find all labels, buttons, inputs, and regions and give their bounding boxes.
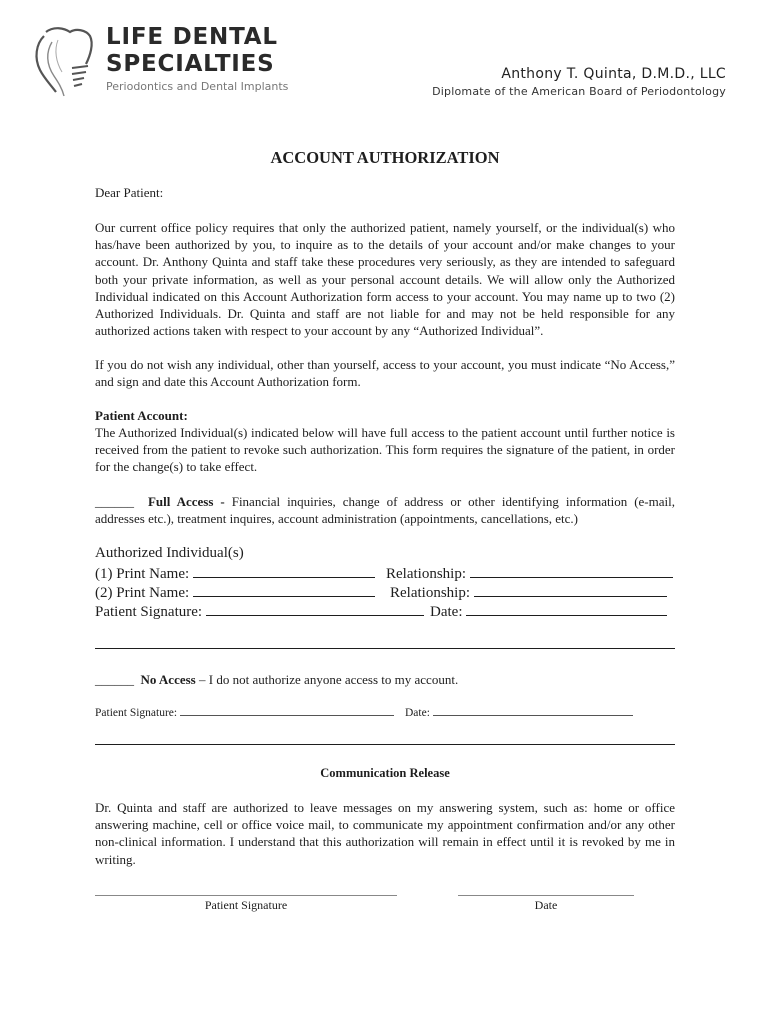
communication-date-line[interactable] bbox=[458, 895, 634, 896]
logo-line-2: SPECIALTIES bbox=[106, 51, 275, 77]
patient-signature-label: Patient Signature: bbox=[95, 604, 203, 620]
full-access-description: Financial inquiries, change of address or other identifying information (e-mail, addresses etc.), treatment inquires, account administration (appointments, cancellations, etc.) bbox=[95, 494, 675, 527]
policy-paragraph: Our current office policy requires that only the authorized patient, namely yourself, or the individual(s) who has/have been authorized by you, to inquire as to the details of your account and/or make changes to your account. Dr. Anthony Quinta and staff take these procedures very seriously, as they are intended to safeguard both your private information, as well as your personal account details. We will allow only the Authorized Individual indicated on this Account Authorization form access to your account. You may name up to two (2) Authorized Individuals. Dr. Quinta and staff are not liable for and may not be held responsible for any authorized actions taken with respect to your account by any “Authorized Individual”. bbox=[95, 220, 675, 339]
communication-release-heading: Communication Release bbox=[320, 766, 450, 780]
date-field[interactable] bbox=[466, 602, 667, 616]
no-access-date-field[interactable] bbox=[433, 704, 633, 716]
no-access-signature-label: Patient Signature: bbox=[95, 707, 178, 719]
print-name-1-label: (1) Print Name: bbox=[95, 566, 190, 582]
authorized-individuals-heading: Authorized Individual(s) bbox=[95, 545, 244, 561]
full-access-label: Full Access - bbox=[147, 494, 225, 509]
tooth-logo-icon bbox=[28, 22, 98, 100]
relationship-1-field[interactable] bbox=[470, 564, 673, 578]
salutation: Dear Patient: bbox=[95, 185, 164, 200]
print-name-2-label: (2) Print Name: bbox=[95, 585, 190, 601]
no-access-signature-field[interactable] bbox=[180, 704, 394, 716]
communication-release-text: Dr. Quinta and staff are authorized to leave messages on my answering system, such as: home or office answering machine, cell or office voice mail, to communicate my appointment confirmation and/or any other non-clinical information. I understand that this authorization will remain in effect until it is revoked by me in writing. bbox=[95, 800, 675, 867]
no-access-option[interactable] bbox=[95, 671, 458, 688]
no-access-label: No Access bbox=[140, 672, 196, 687]
doctor-name: Anthony T. Quinta, D.M.D., LLC bbox=[501, 66, 726, 82]
print-name-2-field[interactable] bbox=[193, 583, 375, 597]
page-title: ACCOUNT AUTHORIZATION bbox=[270, 148, 500, 167]
section-divider bbox=[95, 744, 675, 745]
section-divider bbox=[95, 648, 675, 649]
doctor-credential: Diplomate of the American Board of Periodontology bbox=[432, 85, 726, 98]
communication-date-label: Date bbox=[534, 898, 558, 912]
logo-line-1: LIFE DENTAL bbox=[106, 24, 278, 50]
no-access-instruction: If you do not wish any individual, other than yourself, access to your account, you must indicate “No Access,” and sign and date this Account Authorization form. bbox=[95, 357, 675, 390]
full-access-checkbox-blank[interactable]: ______ bbox=[95, 494, 134, 509]
full-access-option[interactable] bbox=[95, 493, 675, 527]
no-access-date-label: Date: bbox=[405, 707, 430, 719]
patient-account-heading: Patient Account: bbox=[95, 408, 188, 423]
relationship-2-label: Relationship: bbox=[390, 585, 470, 601]
relationship-1-label: Relationship: bbox=[386, 566, 466, 582]
patient-account-text: The Authorized Individual(s) indicated below will have full access to the patient account until further notice is received from the patient to revoke such authorization. This form requires the signature of the patient, in order for the change(s) to take effect. bbox=[95, 425, 675, 475]
print-name-1-field[interactable] bbox=[193, 564, 375, 578]
relationship-2-field[interactable] bbox=[474, 583, 667, 597]
no-access-description: – I do not authorize anyone access to my account. bbox=[195, 672, 459, 687]
date-label: Date: bbox=[430, 604, 463, 620]
communication-signature-label: Patient Signature bbox=[204, 898, 288, 912]
no-access-checkbox-blank[interactable]: ______ bbox=[95, 672, 134, 687]
logo-tagline: Periodontics and Dental Implants bbox=[106, 80, 289, 93]
patient-signature-field[interactable] bbox=[206, 602, 424, 616]
logo bbox=[28, 22, 288, 100]
communication-signature-line[interactable] bbox=[95, 895, 397, 896]
